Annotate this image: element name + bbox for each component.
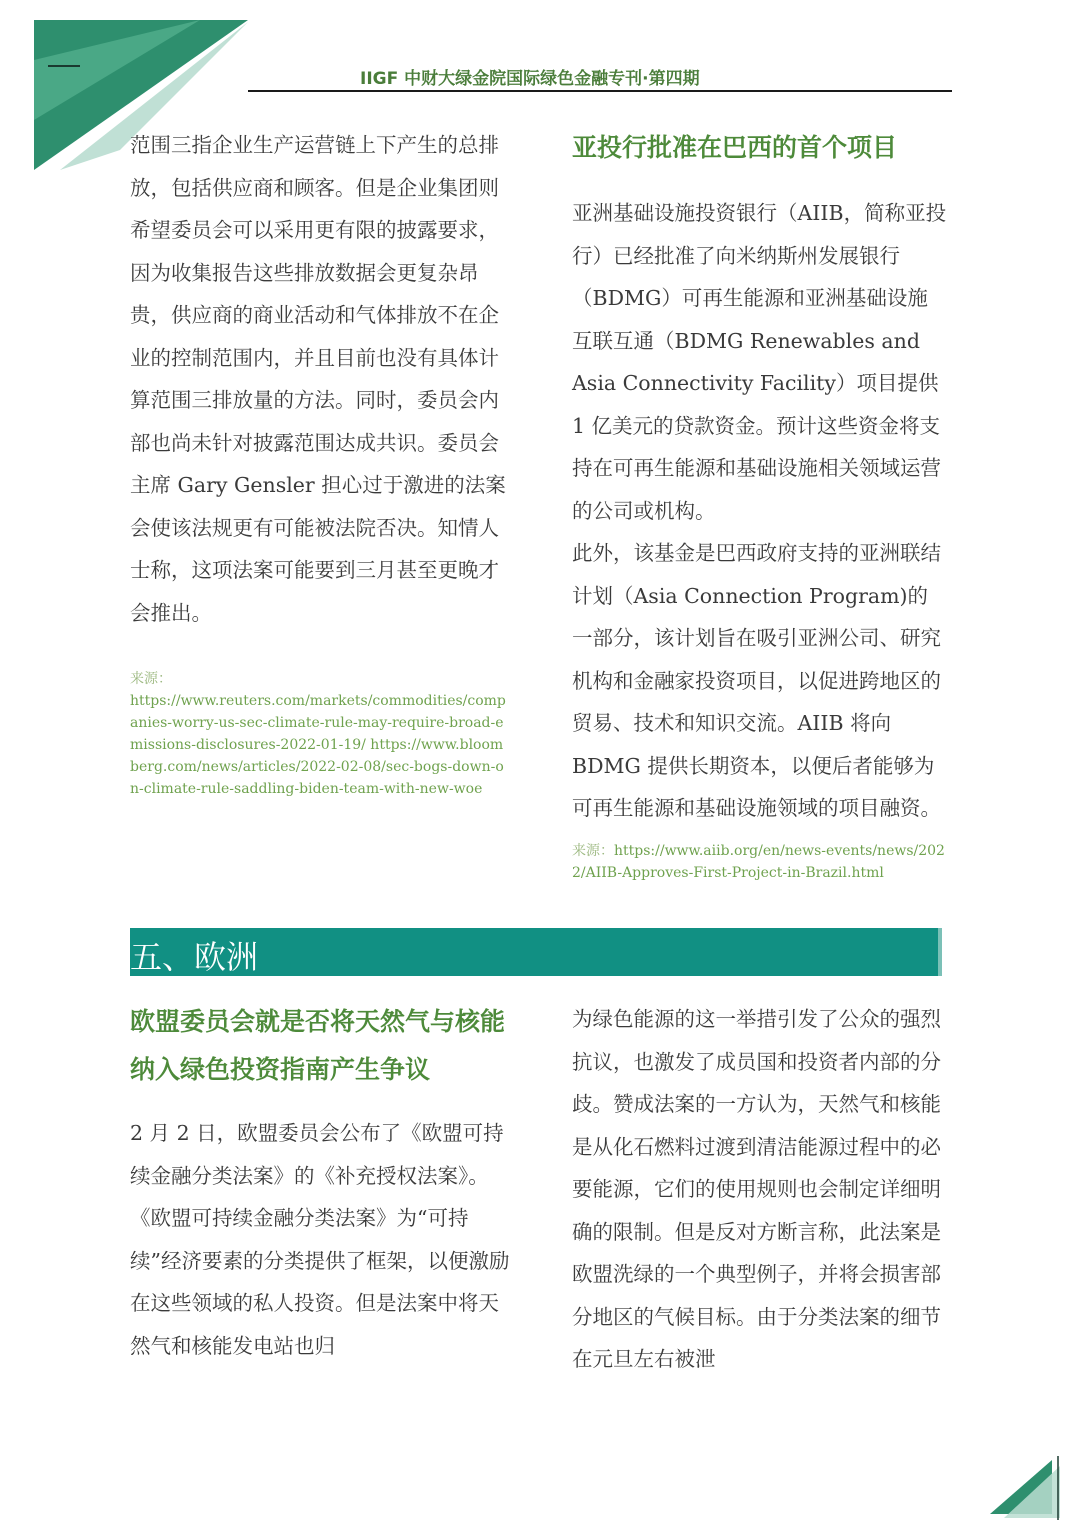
source-label: 来源： bbox=[130, 671, 172, 687]
section-title: 五、欧洲 bbox=[130, 938, 259, 976]
eu-heading: 欧盟委员会就是否将天然气与核能纳入绿色投资指南产生争议 bbox=[130, 1007, 506, 1084]
section-banner bbox=[130, 928, 942, 976]
right-top-column bbox=[572, 124, 947, 884]
right-top-source bbox=[572, 840, 947, 884]
aiib-paragraph-2: 此外，该基金是巴西政府支持的亚洲联结计划（Asia Connection Program)的一部分，该计划旨在吸引亚洲公司、研究机构和金融家投资项目，以促进跨地区的贸易、技术和知识交流。AIIB 将向 BDMG 提供长期资本，以便后者能够为可再生能源和基础设施领域的项目融资。 bbox=[572, 541, 941, 820]
eu-paragraph-continued: 为绿色能源的这一举措引发了公众的强烈抗议，也激发了成员国和投资者内部的分歧。赞成法案的一方认为，天然气和核能是从化石燃料过渡到清洁能源过程中的必要能源，它们的使用规则也会制定详细明确的限制。但是反对方断言称，此法案是欧盟洗绿的一个典型例子，并将会损害部分地区的气候目标。由于分类法案的细节在元旦左右被泄 bbox=[572, 1007, 941, 1371]
left-top-source bbox=[130, 668, 510, 800]
aiib-heading: 亚投行批准在巴西的首个项目 bbox=[572, 133, 898, 162]
source-links[interactable]: https://www.reuters.com/markets/commodities/companies-worry-us-sec-climate-rule-may-require-broad-emissions-disclosures-2022-01-19/ https://www.bloomberg.com/news/articles/2022-02-08/sec-bogs-down-on-climate-rule-saddling-biden-team-with-new-woe bbox=[130, 693, 506, 797]
eu-paragraph: 2 月 2 日，欧盟委员会公布了《欧盟可持续金融分类法案》的《补充授权法案》。《欧盟可持续金融分类法案》为“可持续”经济要素的分类提供了框架，以便激励在这些领域的私人投资。但是法案中将天然气和核能发电站也归 bbox=[130, 1121, 510, 1358]
left-bottom-column bbox=[130, 998, 510, 1367]
corner-decoration-bottom-right bbox=[980, 1426, 1080, 1526]
right-bottom-column bbox=[572, 998, 947, 1381]
section-banner-edge bbox=[938, 928, 942, 976]
source-label: 来源： bbox=[572, 842, 614, 859]
page-header-title: IIGF 中财大绿金院国际绿色金融专刊·第四期 bbox=[360, 69, 700, 89]
aiib-paragraph-1: 亚洲基础设施投资银行（AIIB，简称亚投行）已经批准了向米纳斯州发展银行（BDMG）可再生能源和亚洲基础设施互联互通（BDMG Renewables and Asia Connectivity Facility）项目提供 1 亿美元的贷款资金。预计这些资金将支持在可再生能源和基础设施相关领域运营的公司或机构。 bbox=[572, 201, 947, 523]
left-top-column bbox=[130, 124, 510, 800]
source-link[interactable]: https://www.aiib.org/en/news-events/news/2022/AIIB-Approves-First-Project-in-Brazil.html bbox=[572, 842, 945, 881]
header-divider bbox=[248, 90, 952, 92]
left-top-paragraph: 范围三指企业生产运营链上下产生的总排放，包括供应商和顾客。但是企业集团则希望委员会可以采用更有限的披露要求，因为收集报告这些排放数据会更复杂昂贵，供应商的商业活动和气体排放不在企业的控制范围内，并且目前也没有具体计算范围三排放量的方法。同时，委员会内部也尚未针对披露范围达成共识。委员会主席 Gary Gensler 担心过于激进的法案会使该法规更有可能被法院否决。知情人士称，这项法案可能要到三月甚至更晚才会推出。 bbox=[130, 133, 506, 625]
